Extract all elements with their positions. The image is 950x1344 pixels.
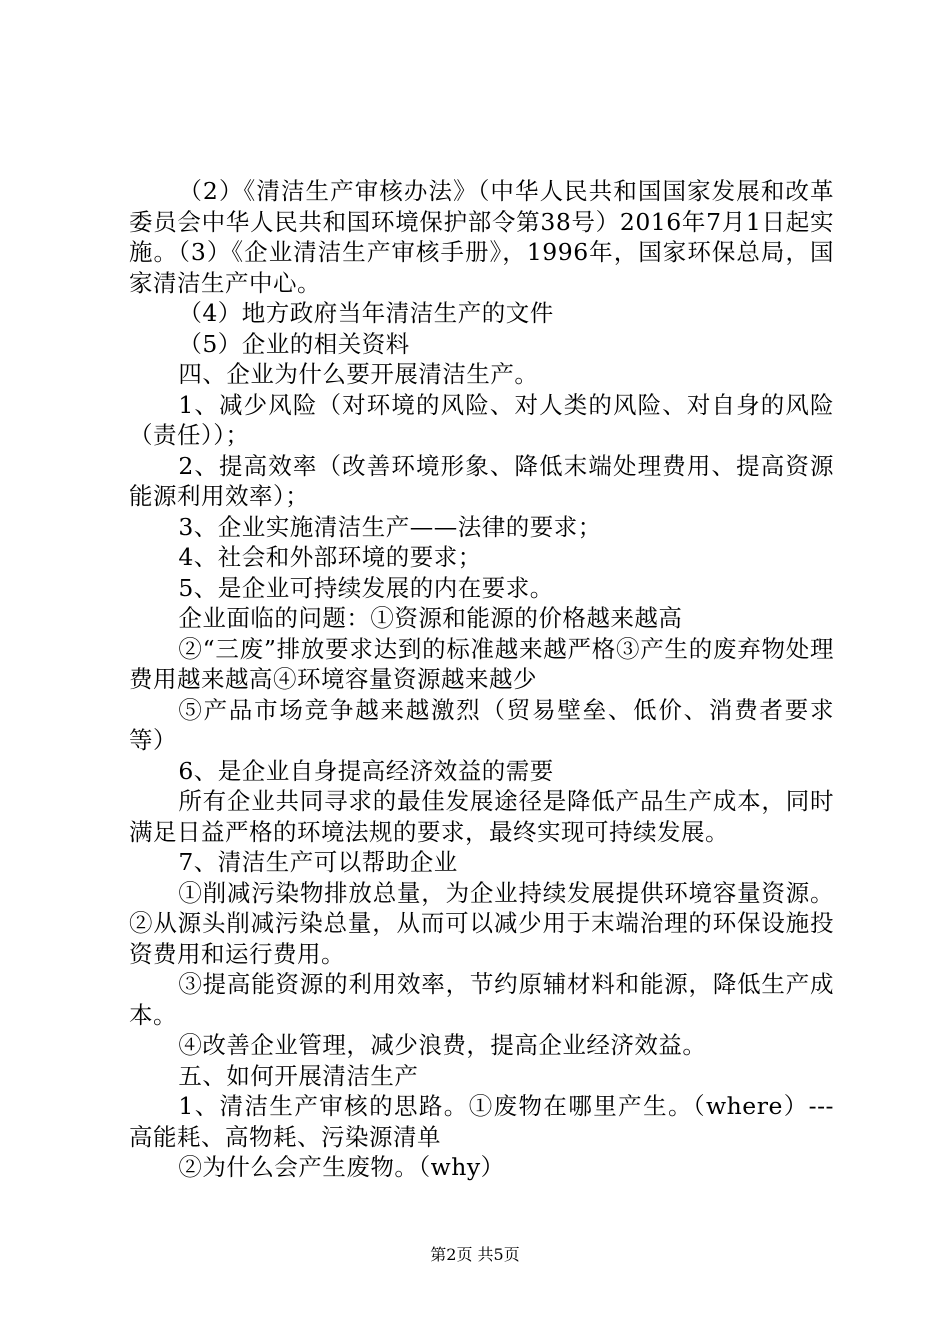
paragraph-audit-why: ②为什么会产生废物。（why） [178, 1153, 505, 1181]
paragraph-sustainable-development: 5、是企业可持续发展的内在要求。 [178, 573, 554, 602]
paragraph-enterprise-materials: （5）企业的相关资料 [178, 329, 410, 358]
paragraph-reduce-risk: 1、减少风险（对环境的风险、对人类的风险、对自身的风险（责任））； [129, 390, 834, 449]
section-heading-how: 五、如何开展清洁生产 [178, 1061, 419, 1090]
paragraph-legal-requirement: 3、企业实施清洁生产——法律的要求； [178, 512, 602, 541]
paragraph-best-path: 所有企业共同寻求的最佳发展途径是降低产品生产成本，同时满足日益严格的环境法规的要求，最终实现可持续发展。 [129, 787, 834, 846]
paragraph-reduce-pollution: ①削减污染物排放总量，为企业持续发展提供环境容量资源。②从源头削减污染总量，从而可以减少用于末端治理的环保设施投资费用和运行费用。 [129, 878, 834, 968]
paragraph-problems-market: ⑤产品市场竞争越来越激烈（贸易壁垒、低价、消费者要求等） [129, 695, 834, 754]
section-heading-why: 四、企业为什么要开展清洁生产。 [178, 360, 539, 388]
paragraph-problems-intro: 企业面临的问题：①资源和能源的价格越来越高 [178, 604, 683, 632]
document-body [129, 176, 834, 1183]
paragraph-improve-efficiency: 2、提高效率（改善环境形象、降低末端处理费用、提高资源能源利用效率）； [129, 451, 834, 510]
paragraph-regulation-references: （2）《清洁生产审核办法》（中华人民共和国国家发展和改革委员会中华人民共和国环境保护部令第38号）2016年7月1日起实施。（3）《企业清洁生产审核手册》，1996年，国家环保总局，国家清洁生产中心。 [129, 177, 834, 297]
paragraph-problems-emissions: ②“三废”排放要求达到的标准越来越严格③产生的废弃物处理费用越来越高④环境容量资源越来越少 [129, 634, 834, 693]
paragraph-audit-where: 1、清洁生产审核的思路。①废物在哪里产生。（where）---高能耗、高物耗、污染源清单 [129, 1092, 834, 1151]
paragraph-economic-benefit: 6、是企业自身提高经济效益的需要 [178, 756, 554, 785]
page-number-footer: 第2页 共5页 [430, 1245, 520, 1264]
paragraph-social-requirement: 4、社会和外部环境的要求； [178, 543, 482, 571]
paragraph-resource-efficiency: ③提高能资源的利用效率，节约原辅材料和能源，降低生产成本。 [129, 970, 834, 1029]
paragraph-local-government-files: （4）地方政府当年清洁生产的文件 [178, 299, 554, 327]
paragraph-help-enterprise: 7、清洁生产可以帮助企业 [178, 848, 458, 876]
paragraph-management: ④改善企业管理，减少浪费，提高企业经济效益。 [178, 1031, 707, 1059]
